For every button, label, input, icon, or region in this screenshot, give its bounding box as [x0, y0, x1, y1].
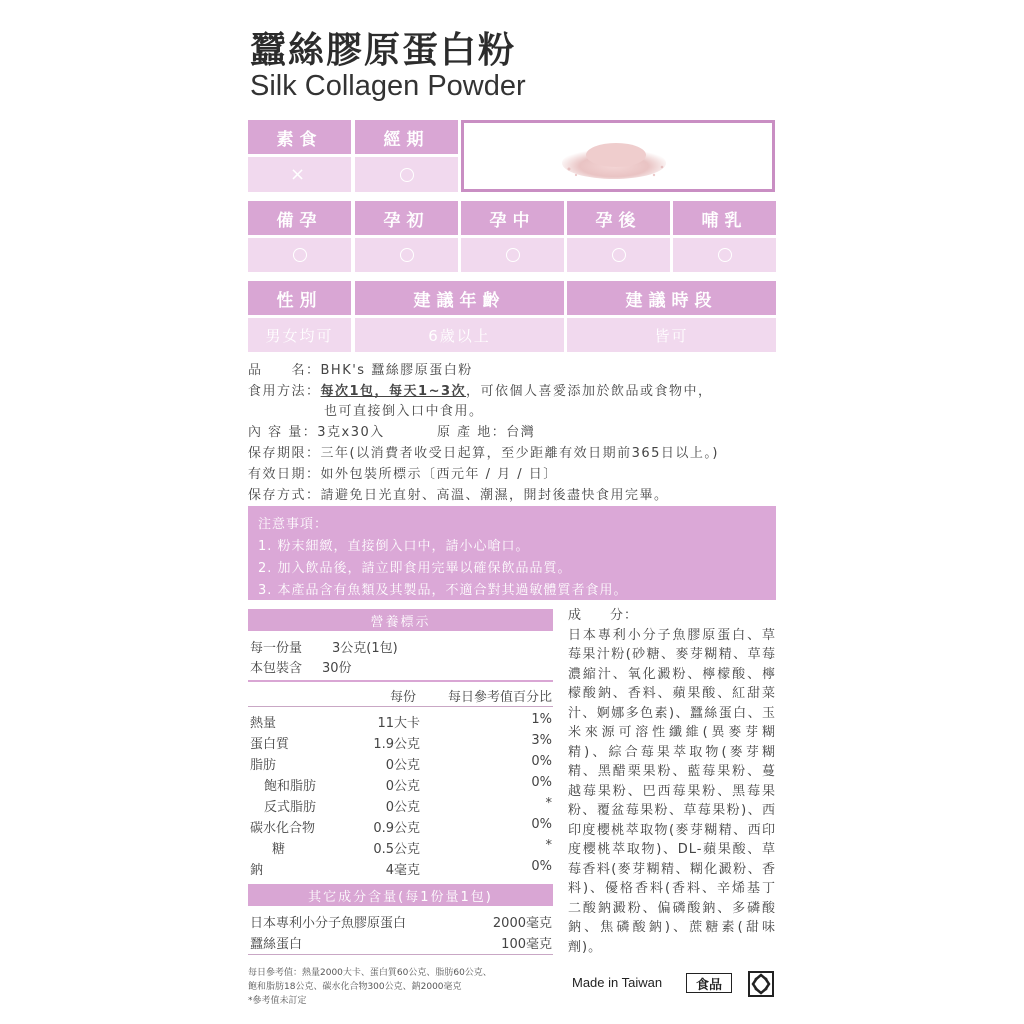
- header-early-pregnancy: 孕初: [355, 201, 458, 235]
- circle-mark-icon: [293, 248, 307, 262]
- nutrient-name: 熱量: [250, 716, 277, 731]
- ingredients-text: 日本專利小分子魚膠原蛋白、草莓果汁粉(砂糖、麥芽糊精、草莓濃縮汁、氧化澱粉、檸檬酸、檸檬酸鈉、香料、蘋果酸、紅甜菜汁、婀娜多色素)、蠶絲蛋白、玉米來源可溶性纖維(異麥芽糊精)、綜合莓果萃取物(麥芽糊精、黑醋栗果粉、藍莓果粉、蔓越莓果粉、巴西莓果粉、黑莓果粉、覆盆莓果粉、草莓果粉)、西印度櫻桃萃取物(麥芽糊精、西印度櫻桃萃取物)、DL-蘋果酸、草莓香料(麥芽糊精、糊化澱粉、香料)、優格香料(香料、辛烯基丁二酸鈉澱粉、偏磷酸鈉、多磷酸鈉、焦磷酸鈉)、蔗糖素(甜味劑)。: [568, 627, 776, 955]
- other-row: [250, 933, 552, 953]
- ingredients: [568, 606, 776, 957]
- info-shelf-label: 保存期限：: [248, 446, 321, 461]
- nutrient-per: 0公克: [385, 800, 420, 815]
- value-post-pregnancy: [567, 238, 670, 272]
- other-name: 日本專利小分子魚膠原蛋白: [250, 916, 407, 931]
- info-shelf-value: 三年(以消費者收受日起算，至少距離有效日期前365日以上。): [320, 446, 719, 461]
- info-expiry-value: 如外包裝所標示〔西元年 / 月 / 日〕: [320, 467, 558, 482]
- header-post-pregnancy: 孕後: [567, 201, 670, 235]
- info-name-label: 品 名：: [248, 363, 321, 378]
- nutrition-serving: [250, 637, 552, 657]
- header-menstruation: 經期: [355, 120, 458, 154]
- nutrient-pct: *: [545, 838, 552, 853]
- value-breastfeeding: [673, 238, 776, 272]
- info-usage: [248, 380, 713, 399]
- info-origin-label: 原 產 地：: [437, 425, 507, 440]
- nutrient-per: 0.9公克: [373, 821, 420, 836]
- footnote-line: 飽和脂肪18公克、碳水化合物300公克、鈉2000毫克: [248, 982, 462, 992]
- header-breastfeeding: 哺乳: [673, 201, 776, 235]
- info-origin-value: 台灣: [506, 425, 536, 440]
- value-mid-pregnancy: [461, 238, 564, 272]
- nutrition-columns: [250, 686, 552, 706]
- info-storage: [248, 484, 669, 503]
- food-badge: 食品: [686, 973, 732, 993]
- header-vegetarian: 素食: [248, 120, 351, 154]
- divider: [248, 680, 553, 682]
- other-value: 2000毫克: [492, 916, 552, 931]
- recycle-icon: [747, 970, 775, 1002]
- other-ingredients-title: 其它成分含量(每1份量1包): [248, 884, 553, 906]
- page-title: 蠶絲膠原蛋白粉: [250, 30, 517, 71]
- serving-label: 每一份量: [250, 641, 303, 656]
- notice-title: 注意事項：: [258, 517, 329, 532]
- pack-value: 30份: [322, 661, 352, 676]
- pack-label: 本包裝含: [250, 661, 303, 676]
- nutrient-name: 脂肪: [250, 758, 277, 773]
- nutrition-pack: [250, 657, 552, 677]
- nutrition-row: [250, 754, 552, 774]
- col-per-serving: 每份: [390, 690, 417, 705]
- info-origin: [437, 421, 535, 440]
- value-early-pregnancy: [355, 238, 458, 272]
- info-usage-line2: 也可直接倒入口中食用。: [324, 404, 484, 419]
- divider: [248, 706, 553, 707]
- nutrition-row: [250, 796, 552, 816]
- nutrient-pct: 3%: [531, 733, 552, 748]
- nutrition-title: 營養標示: [248, 609, 553, 631]
- value-menstruation: [355, 157, 458, 192]
- notice-item: 3. 本產品含有魚類及其製品，不適合對其過敏體質者食用。: [258, 583, 628, 598]
- circle-mark-icon: [612, 248, 626, 262]
- header-age: 建議年齡: [355, 281, 564, 315]
- powder-photo: [461, 120, 775, 192]
- footnote-line: 每日參考值：熱量2000大卡、蛋白質60公克、脂肪60公克、: [248, 968, 492, 978]
- circle-mark-icon: [400, 248, 414, 262]
- nutrient-pct: 0%: [531, 859, 552, 874]
- nutrition-row: [250, 859, 552, 879]
- nutrient-pct: *: [545, 796, 552, 811]
- nutrient-name: 反式脂肪: [264, 800, 317, 815]
- info-name: [248, 359, 473, 378]
- notice-item: 2. 加入飲品後，請立即食用完畢以確保飲品品質。: [258, 561, 572, 576]
- nutrient-per: 4毫克: [385, 863, 420, 878]
- nutrient-per: 0公克: [385, 779, 420, 794]
- nutrient-per: 0.5公克: [373, 842, 420, 857]
- col-daily-value: 每日參考值百分比: [447, 690, 552, 705]
- nutrition-row: [250, 712, 552, 732]
- nutrient-name: 碳水化合物: [250, 821, 316, 836]
- info-content-value: 3克x30入: [317, 425, 385, 440]
- nutrition-row: [250, 817, 552, 837]
- page-subtitle: Silk Collagen Powder: [250, 70, 526, 102]
- nutrient-name: 蛋白質: [250, 737, 290, 752]
- info-usage-emphasis: 每次1包，每天1~3次: [320, 384, 467, 399]
- info-expiry-label: 有效日期：: [248, 467, 321, 482]
- value-time: 皆可: [567, 318, 776, 352]
- circle-mark-icon: [400, 168, 414, 182]
- nutrition-row: [250, 733, 552, 753]
- value-pre-pregnancy: [248, 238, 351, 272]
- nutrient-pct: 0%: [531, 817, 552, 832]
- made-in-taiwan: Made in Taiwan: [572, 975, 663, 990]
- header-time: 建議時段: [567, 281, 776, 315]
- info-usage-label: 食用方法：: [248, 384, 321, 399]
- circle-mark-icon: [506, 248, 520, 262]
- nutrient-pct: 1%: [531, 712, 552, 727]
- nutrient-name: 鈉: [250, 863, 264, 878]
- divider: [248, 954, 553, 955]
- nutrient-per: 11大卡: [377, 716, 420, 731]
- value-age: 6歲以上: [355, 318, 564, 352]
- info-name-value: BHK's 蠶絲膠原蛋白粉: [320, 363, 473, 378]
- header-gender: 性別: [248, 281, 351, 315]
- nutrient-per: 0公克: [385, 758, 420, 773]
- nutrient-pct: 0%: [531, 754, 552, 769]
- notice-box: [248, 506, 776, 600]
- info-content-label: 內 容 量：: [248, 425, 318, 440]
- nutrition-row: [250, 775, 552, 795]
- info-storage-value: 請避免日光直射、高溫、潮濕，開封後盡快食用完畢。: [320, 488, 669, 503]
- info-storage-label: 保存方式：: [248, 488, 321, 503]
- other-value: 100毫克: [501, 937, 552, 952]
- info-shelf-life: [248, 442, 719, 461]
- nutrition-row: [250, 838, 552, 858]
- ingredients-label: 成 分：: [568, 608, 639, 623]
- header-mid-pregnancy: 孕中: [461, 201, 564, 235]
- nutrient-per: 1.9公克: [373, 737, 420, 752]
- info-expiry: [248, 463, 558, 482]
- notice-item: 1. 粉末細緻，直接倒入口中，請小心嗆口。: [258, 539, 530, 554]
- nutrient-pct: 0%: [531, 775, 552, 790]
- info-usage-rest: ，可依個人喜愛添加於飲品或食物中，: [466, 384, 713, 399]
- circle-mark-icon: [718, 248, 732, 262]
- powder-pile-icon: [464, 123, 772, 189]
- value-vegetarian: ×: [248, 157, 351, 192]
- header-pre-pregnancy: 備孕: [248, 201, 351, 235]
- nutrient-name: 飽和脂肪: [264, 779, 317, 794]
- footnote-line: *參考值未訂定: [248, 996, 307, 1006]
- value-gender: 男女均可: [248, 318, 351, 352]
- nutrient-name: 糖: [272, 842, 286, 857]
- serving-value: 3公克(1包): [332, 641, 398, 656]
- other-row: [250, 912, 552, 932]
- other-name: 蠶絲蛋白: [250, 937, 303, 952]
- info-content: [248, 421, 385, 440]
